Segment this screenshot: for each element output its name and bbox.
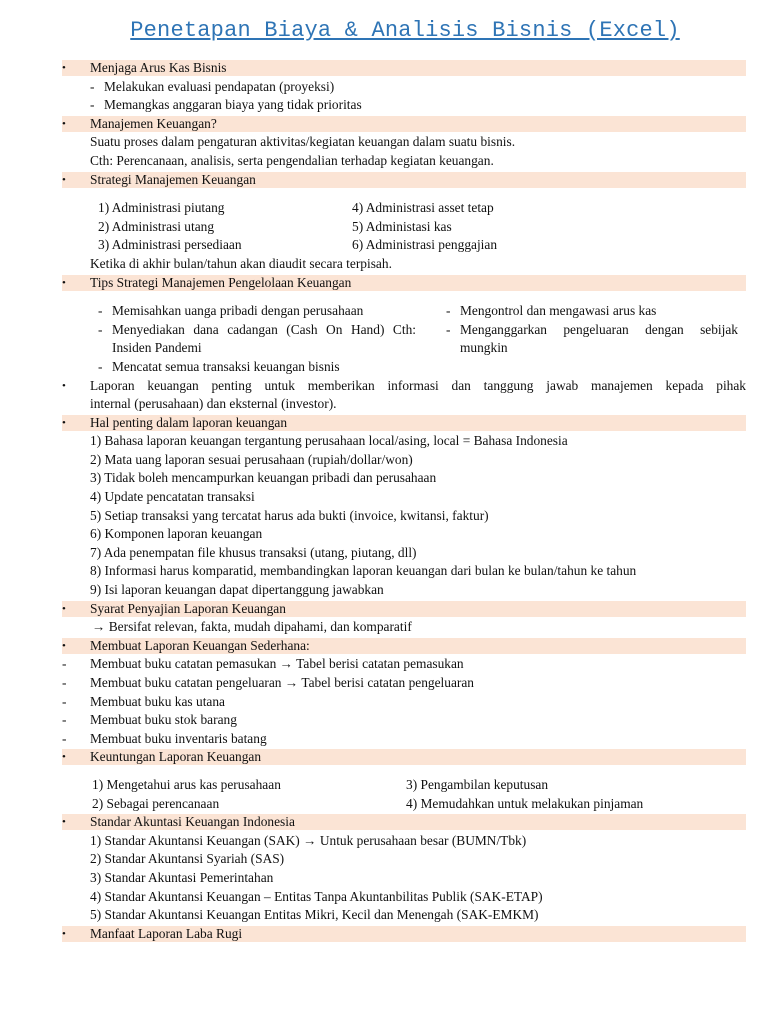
dash-icon: - xyxy=(62,656,67,672)
paragraph-line xyxy=(0,395,768,414)
list-item-text: 3) Tidak boleh mencampurkan keuangan pribadi dan perusahaan xyxy=(90,470,437,486)
bullet-icon: • xyxy=(62,117,66,130)
list-item xyxy=(0,832,768,851)
two-column-row xyxy=(0,339,768,358)
section-heading-tips xyxy=(0,274,768,293)
list-item-text: 2) Administrasi utang xyxy=(98,218,215,234)
dash-icon: - xyxy=(98,321,103,337)
paragraph-text: Cth: Perencanaan, analisis, serta pengendalian terhadap kegiatan keuangan. xyxy=(90,152,494,168)
dash-icon: - xyxy=(98,303,103,319)
list-item-text: Membuat buku catatan pemasukan → Tabel berisi catatan pemasukan xyxy=(90,656,464,672)
list-item xyxy=(0,544,768,563)
list-item-text: 3) Standar Akuntasi Pemerintahan xyxy=(90,869,274,885)
paragraph-line xyxy=(0,618,768,637)
bullet-icon: • xyxy=(62,379,66,392)
dash-icon: - xyxy=(62,675,67,690)
list-item-text: 6) Administrasi penggajian xyxy=(352,237,498,253)
list-item-text: 2) Mata uang laporan sesuai perusahaan (rupiah/dollar/won) xyxy=(90,451,413,467)
list-item xyxy=(0,562,768,581)
paragraph-text: Ketika di akhir bulan/tahun akan diaudit secara terpisah. xyxy=(90,255,392,271)
list-item xyxy=(0,581,768,600)
dash-icon: - xyxy=(62,730,67,746)
section-heading-strategi xyxy=(0,171,768,190)
section-heading-manajemen xyxy=(0,115,768,134)
document-body xyxy=(0,59,768,943)
section-heading-arus-kas xyxy=(0,59,768,78)
list-item xyxy=(0,869,768,888)
list-item-text: Mengontrol dan mengawasi arus kas xyxy=(460,303,657,319)
heading-text: Hal penting dalam laporan keuangan xyxy=(90,414,288,430)
paragraph-line xyxy=(0,152,768,171)
bullet-icon: • xyxy=(62,416,66,429)
list-item-text: Membuat buku stok barang xyxy=(90,712,237,728)
list-item-text: Menganggarkan pengeluaran dengan sebijak xyxy=(460,321,738,337)
bullet-icon: • xyxy=(62,927,66,940)
list-item xyxy=(0,655,768,674)
heading-text: Strategi Manajemen Keuangan xyxy=(90,171,256,187)
dash-icon: - xyxy=(62,693,67,709)
list-item-text: Memangkas anggaran biaya yang tidak prioritas xyxy=(104,97,362,113)
list-item-text: 4) Update pencatatan transaksi xyxy=(90,489,255,505)
heading-text: Tips Strategi Manajemen Pengelolaan Keuangan xyxy=(90,274,352,290)
list-item xyxy=(0,674,768,693)
list-item-text: 5) Administasi kas xyxy=(352,218,452,234)
list-item xyxy=(0,432,768,451)
list-item-text: 1) Bahasa laporan keuangan tergantung perusahaan local/asing, local = Bahasa Indonesia xyxy=(90,433,568,449)
list-item-text: 5) Setiap transaksi yang tercatat harus ada bukti (invoice, kwitansi, faktur) xyxy=(90,507,489,523)
section-heading-keuntungan xyxy=(0,748,768,767)
list-item xyxy=(0,451,768,470)
two-column-row xyxy=(0,236,768,255)
section-heading-standar xyxy=(0,813,768,832)
paragraph-text: internal (perusahaan) dan eksternal (investor). xyxy=(90,396,337,412)
list-item-text: 2) Sebagai perencanaan xyxy=(92,795,220,811)
list-item-text: 1) Mengetahui arus kas perusahaan xyxy=(92,776,281,792)
heading-text: Manfaat Laporan Laba Rugi xyxy=(90,925,243,941)
heading-text: Menjaga Arus Kas Bisnis xyxy=(90,60,227,75)
dash-icon: - xyxy=(446,303,451,319)
bullet-icon: • xyxy=(62,62,66,74)
paragraph-text: → Bersifat relevan, fakta, mudah dipahami, dan komparatif xyxy=(92,619,412,635)
two-column-row xyxy=(0,795,768,814)
dash-icon: - xyxy=(446,321,451,337)
list-item-text: Mencatat semua transaksi keuangan bisnis xyxy=(112,358,340,374)
list-item-text: Menyediakan dana cadangan (Cash On Hand) Cth: xyxy=(112,321,416,337)
paragraph-line xyxy=(0,255,768,274)
paragraph-text: Suatu proses dalam pengaturan aktivitas/kegiatan keuangan dalam suatu bisnis. xyxy=(90,134,516,150)
list-item xyxy=(0,906,768,925)
bullet-icon: • xyxy=(62,639,66,652)
list-item-text: 6) Komponen laporan keuangan xyxy=(90,526,263,542)
two-column-row xyxy=(0,776,768,795)
list-item-text: 3) Pengambilan keputusan xyxy=(406,776,549,792)
list-item-text: 5) Standar Akuntansi Keuangan Entitas Mikri, Kecil dan Menengah (SAK-EMKM) xyxy=(90,907,539,923)
page-title: Penetapan Biaya & Analisis Bisnis (Excel) xyxy=(130,18,680,43)
list-item xyxy=(0,96,768,115)
list-item-text: 4) Memudahkan untuk melakukan pinjaman xyxy=(406,795,644,811)
dash-icon: - xyxy=(90,97,95,113)
paragraph-text: Laporan keuangan penting untuk memberikan informasi dan tanggung jawab manajemen kepada pihak xyxy=(90,377,746,393)
list-item xyxy=(0,850,768,869)
list-item-text: 7) Ada penempatan file khusus transaksi (utang, piutang, dll) xyxy=(90,544,417,560)
list-item-text: 1) Administrasi piutang xyxy=(98,200,225,216)
heading-text: Syarat Penyajian Laporan Keuangan xyxy=(90,600,286,616)
list-item xyxy=(0,358,768,377)
list-item-text: Melakukan evaluasi pendapatan (proyeksi) xyxy=(104,78,335,94)
bullet-icon: • xyxy=(62,276,66,289)
list-item-text: Membuat buku inventaris batang xyxy=(90,730,267,746)
bullet-icon: • xyxy=(62,602,66,615)
bullet-icon: • xyxy=(62,816,66,829)
two-column-row xyxy=(0,199,768,218)
list-item-text: 9) Isi laporan keuangan dapat dipertanggung jawabkan xyxy=(90,582,384,598)
dash-icon: - xyxy=(62,712,67,728)
bullet-icon: • xyxy=(62,751,66,764)
dash-icon: - xyxy=(90,78,95,94)
two-column-row xyxy=(0,218,768,237)
list-item-text: Memisahkan uanga pribadi dengan perusahaan xyxy=(112,303,364,319)
section-heading-hal-penting xyxy=(0,414,768,433)
list-item xyxy=(0,711,768,730)
list-item xyxy=(0,507,768,526)
section-heading-manfaat xyxy=(0,925,768,944)
list-item xyxy=(0,525,768,544)
section-heading-syarat xyxy=(0,600,768,619)
list-item-text: mungkin xyxy=(460,340,508,356)
list-item-text: Insiden Pandemi xyxy=(112,340,202,356)
dash-icon: - xyxy=(98,358,103,374)
section-heading-membuat xyxy=(0,637,768,656)
list-item-text: Membuat buku catatan pengeluaran → Tabel berisi catatan pengeluaran xyxy=(90,675,475,690)
heading-text: Standar Akuntasi Keuangan Indonesia xyxy=(90,814,295,830)
list-item xyxy=(0,469,768,488)
list-item-text: 3) Administrasi persediaan xyxy=(98,237,242,253)
bullet-icon: • xyxy=(62,173,66,186)
list-item xyxy=(0,488,768,507)
two-column-row xyxy=(0,302,768,321)
list-item-text: 2) Standar Akuntansi Syariah (SAS) xyxy=(90,851,285,867)
heading-text: Keuntungan Laporan Keuangan xyxy=(90,749,262,765)
list-item-text: 8) Informasi harus komparatid, membandingkan laporan keuangan dari bulan ke bulan/tahun ke tahun xyxy=(90,563,637,579)
list-item xyxy=(0,730,768,749)
list-item-text: 4) Standar Akuntansi Keuangan – Entitas Tanpa Akuntanbilitas Publik (SAK-ETAP) xyxy=(90,888,543,904)
list-item xyxy=(0,78,768,97)
list-item xyxy=(0,693,768,712)
heading-text: Membuat Laporan Keuangan Sederhana: xyxy=(90,637,310,653)
list-item-text: Membuat buku kas utana xyxy=(90,693,225,709)
bullet-paragraph xyxy=(0,377,768,396)
paragraph-line xyxy=(0,133,768,152)
heading-text: Manajemen Keuangan? xyxy=(90,115,217,131)
two-column-row xyxy=(0,321,768,340)
list-item xyxy=(0,888,768,907)
list-item-text: 4) Administrasi asset tetap xyxy=(352,200,494,216)
list-item-text: 1) Standar Akuntansi Keuangan (SAK) → Untuk perusahaan besar (BUMN/Tbk) xyxy=(90,832,527,848)
